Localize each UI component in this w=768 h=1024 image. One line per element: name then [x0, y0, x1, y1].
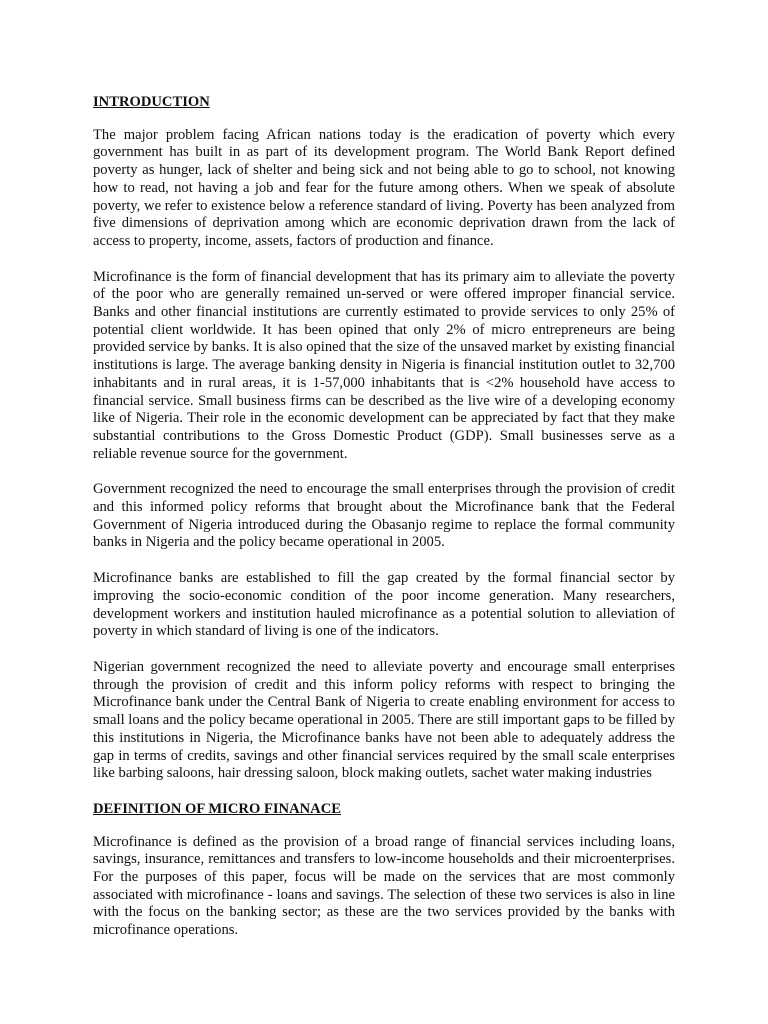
document-page — [93, 90, 675, 958]
section-heading-definition: DEFINITION OF MICRO FINANACE — [93, 800, 341, 817]
paragraph: Nigerian government recognized the need to alleviate poverty and encourage small enterprises through the provision of credit and this inform policy reforms with respect to bringing the Microfinance bank under the Central Bank of Nigeria to create enabling environment for access to small loans and the policy became operational in 2005. There are still important gaps to be filled by this institutions in Nigeria, the Microfinance banks have not been able to adequately address the gap in terms of credits, savings and other financial services required by the small scale enterprises like barbing saloons, hair dressing saloon, block making outlets, sachet water making industries — [93, 658, 675, 782]
paragraph: Microfinance banks are established to fill the gap created by the formal financial sector by improving the socio-economic condition of the poor income generation. Many researchers, development workers and institution hauled microfinance as a potential solution to alleviation of poverty in which standard of living is one of the indicators. — [93, 570, 675, 640]
paragraph: Microfinance is defined as the provision of a broad range of financial services including loans, savings, insurance, remittances and transfers to low-income households and their microenterprises. For the purposes of this paper, focus will be made on the services that are most commonly associated with microfinance - loans and savings. The selection of these two services is also in line with the focus on the banking sector; as these are the two services provided by the banks with microfinance operations. — [93, 833, 675, 939]
paragraph: The major problem facing African nations today is the eradication of poverty which every government has built in as part of its development program. The World Bank Report defined poverty as hunger, lack of shelter and being sick and not being able to go to school, not knowing how to read, not having a job and fear for the future among others. When we speak of absolute poverty, we refer to existence below a reference standard of living. Poverty has been analyzed from five dimensions of deprivation among which are economic deprivation drawn from the lack of access to property, income, assets, factors of production and finance. — [93, 126, 675, 249]
paragraph: Government recognized the need to encourage the small enterprises through the provision of credit and this informed policy reforms that brought about the Microfinance bank that the Federal Government of Nigeria introduced during the Obasanjo regime to replace the formal community banks in Nigeria and the policy became operational in 2005. — [93, 481, 675, 551]
section-heading-introduction: INTRODUCTION — [93, 94, 210, 110]
paragraph: Microfinance is the form of financial development that has its primary aim to alleviate the poverty of the poor who are generally remained un-served or were offered improper financial service. Banks and other financial institutions are currently estimated to provide services to only 25% of potential client worldwide. It has been opined that only 2% of micro entrepreneurs are being provided service by banks. It is also opined that the size of the unsaved market by existing financial institutions is large. The average banking density in Nigeria is financial institution outlet to 32,700 inhabitants and in rural areas, it is 1-57,000 inhabitants that is <2% household have access to financial service. Small business firms can be described as the live wire of a developing economy like of Nigeria. Their role in the economic development can be appreciated by fact that they make substantial contributions to the Gross Domestic Product (GDP). Small businesses serve as a reliable revenue source for the government. — [93, 268, 675, 462]
